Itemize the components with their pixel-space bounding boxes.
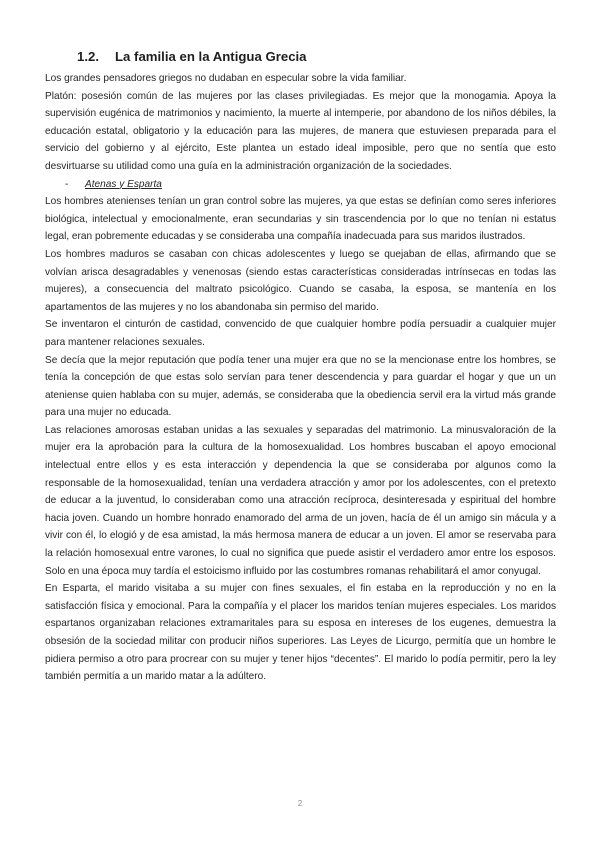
- paragraph-relaciones: Las relaciones amorosas estaban unidas a las sexuales y separadas del matrimonio. La minusvaloración de la mujer era la aprobación para la cultura de la homosexualidad. Los hombres buscaban el apoyo emocional intelectual entre ellos y es esta interacción y dependencia la que se consideraba por algunos como la responsable de la homosexualidad, tenían una verdadera atracción y amor por los adolescentes, con el pretexto de educar a la juventud, lo consideraban como una atracción recíproca, desinteresada y espiritual del hombre hacia joven. Cuando un hombre honrado enamorado del arma de un joven, hacía de él un amigo sin mácula y a vivir con él, lo elogió y de esa amistad, la más hermosa manera de educar a un joven. El amor se reservaba para la relación homosexual entre varones, lo cual no significa que puede asistir el verdadero amor entre los esposos. Solo en una época muy tardía el estoicismo influido por las costumbres romanas rehabilitará el amor conyugal.: [45, 424, 556, 577]
- subsection-title: Atenas y Esparta: [85, 178, 162, 190]
- paragraph-platon: Platón: posesión común de las mujeres por las clases privilegiadas. Es mejor que la monogamia. Apoya la supervisión eugénica de matrimonios y nacimiento, la muerte al intemperie, por abandono de los niños débiles, la educación estatal, obligatorio y la educación para las mujeres, de manera que estuviesen preparada para el servicio del gobierno y al ejército, Este plantea un estado ideal imposible, pero que no sentía que esto desvirtuarse su utilidad como una guía en la administración organización de la sociedades.: [45, 90, 556, 172]
- page-content: [45, 47, 556, 686]
- section-number: 1.2.: [77, 49, 99, 64]
- paragraph-intro-1: Los grandes pensadores griegos no dudaban en especular sobre la vida familiar.: [45, 73, 407, 84]
- paragraph-cinturon: Se inventaron el cinturón de castidad, convencido de que cualquier hombre podía persuadir a cualquier mujer para mantener relaciones sexuales.: [45, 319, 556, 348]
- paragraph-hombres-maduros: Los hombres maduros se casaban con chicas adolescentes y luego se quejaban de ellas, afirmando que se volvían arisca desagradables y venenosas (siendo estas características consideradas intrínsecas en todas las mujeres), a consecuencia del maltrato psicológico. Cuando se casaba, la esposa, se mantenía en los apartamentos de las mujeres y no los abandonaba sin permiso del marido.: [45, 248, 556, 313]
- section-heading: [77, 47, 556, 67]
- section-title: La familia en la Antigua Grecia: [115, 49, 307, 64]
- subsection-bullet: [65, 176, 556, 194]
- page-number: 2: [297, 799, 303, 808]
- paragraph-reputacion: Se decía que la mejor reputación que podía tener una mujer era que no se la mencionase entre los hombres, se tenía la concepción de que estas solo servían para tener descendencia y para guardar el hogar y que un un ateniense quien hablaba con su mujer, además, se consideraba que la obediencia servil era la virtud más grande para una mujer no educada.: [45, 354, 556, 419]
- paragraph-esparta: En Esparta, el marido visitaba a su mujer con fines sexuales, el fin estaba en la reproducción y no en la satisfacción física y emocional. Para la compañía y el placer los maridos tenían mujeres especiales. Los maridos espartanos organizaban relaciones extramaritales para su esposa en intereses de los eugenes, demuestra la obsesión de la sociedad militar con producir niños superiores. Las Leyes de Licurgo, permitía que un hombre le pidiera permiso a otro para procrear con su mujer y tener hijos “decentes”. El marido lo podía permitir, pero la ley también permitía a un marido matar a la adúltero.: [45, 583, 556, 683]
- paragraph-atenienses: Los hombres atenienses tenían un gran control sobre las mujeres, ya que estas se definían como seres inferiores biológica, intelectual y emocionalmente, eran secundarias y sin trascendencia por lo que no tenían ni estatus legal, eran pobremente educadas y se consideraba una compañía inadecuada para sus maridos ilustrados.: [45, 196, 556, 243]
- bullet-dash: -: [65, 178, 69, 190]
